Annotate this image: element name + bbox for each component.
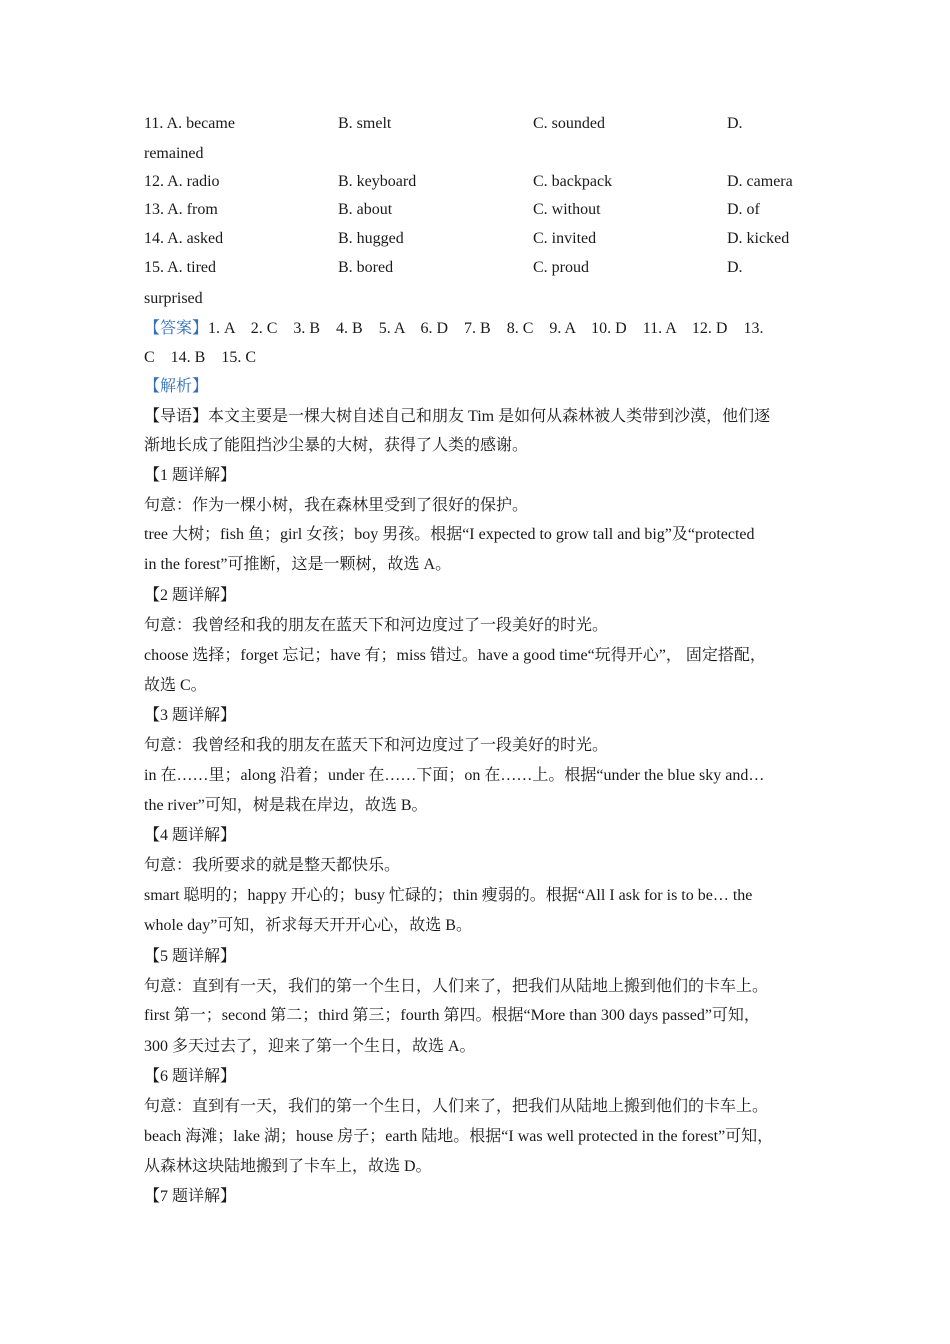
detail-line: whole day”可知，祈求每天开开心心，故选 B。: [144, 917, 472, 934]
option-d: D. kicked: [727, 230, 790, 247]
detail-line: the river”可知，树是栽在岸边，故选 B。: [144, 797, 428, 814]
answer-line-2: C 14. B 15. C: [144, 349, 257, 366]
option-d: D.: [727, 115, 743, 132]
option-d-wrap: surprised: [144, 290, 203, 307]
answer-label: 【答案】: [144, 320, 209, 337]
detail-line: smart 聪明的；happy 开心的；busy 忙碌的；thin 瘦弱的。根据“All I ask for is to be… the: [144, 887, 753, 904]
analysis-label: 【解析】: [144, 378, 209, 395]
detail-heading-3: 【3 题详解】: [144, 707, 237, 724]
detail-heading-2: 【2 题详解】: [144, 587, 237, 604]
option-b: B. keyboard: [338, 173, 417, 190]
option-c: C. invited: [533, 230, 597, 247]
detail-line: 句意：直到有一天，我们的第一个生日，人们来了，把我们从陆地上搬到他们的卡车上。: [144, 1098, 769, 1115]
detail-line: first 第一；second 第二；third 第三；fourth 第四。根据“More than 300 days passed”可知，: [144, 1007, 760, 1024]
question-12-options: [144, 173, 824, 195]
question-11-options: [144, 115, 824, 137]
option-a: 11. A. became: [144, 115, 235, 132]
option-c: C. proud: [533, 259, 589, 276]
detail-line: tree 大树；fish 鱼；girl 女孩；boy 男孩。根据“I expected to grow tall and big”及“protected: [144, 526, 755, 543]
option-a: 13. A. from: [144, 201, 218, 218]
detail-line: 句意：直到有一天，我们的第一个生日，人们来了，把我们从陆地上搬到他们的卡车上。: [144, 978, 769, 995]
detail-heading-4: 【4 题详解】: [144, 827, 237, 844]
question-14-options: [144, 230, 824, 252]
detail-line: choose 选择；forget 忘记；have 有；miss 错过。have a good time“玩得开心”， 固定搭配，: [144, 647, 766, 664]
question-13-options: [144, 201, 824, 223]
detail-heading-1: 【1 题详解】: [144, 467, 237, 484]
option-b: B. hugged: [338, 230, 404, 247]
detail-line: in 在……里；along 沿着；under 在……下面；on 在……上。根据“under the blue sky and…: [144, 767, 765, 784]
detail-heading-5: 【5 题详解】: [144, 948, 237, 965]
option-d-wrap: remained: [144, 145, 204, 162]
option-d: D.: [727, 259, 743, 276]
option-c: C. backpack: [533, 173, 613, 190]
option-c: C. sounded: [533, 115, 605, 132]
option-b: B. bored: [338, 259, 394, 276]
detail-line: 300 多天过去了，迎来了第一个生日，故选 A。: [144, 1038, 476, 1055]
intro-line-1: 【导语】本文主要是一棵大树自述自己和朋友 Tim 是如何从森林被人类带到沙漠，他们逐: [144, 408, 771, 425]
option-d: D. of: [727, 201, 760, 218]
answer-key: [144, 318, 763, 340]
detail-line: 从森林这块陆地搬到了卡车上，故选 D。: [144, 1158, 432, 1175]
detail-line: 句意：我曾经和我的朋友在蓝天下和河边度过了一段美好的时光。: [144, 617, 609, 634]
detail-heading-7: 【7 题详解】: [144, 1188, 237, 1205]
detail-line: 句意：作为一棵小树，我在森林里受到了很好的保护。: [144, 497, 529, 514]
detail-line: in the forest”可推断，这是一颗树，故选 A。: [144, 556, 452, 573]
detail-line: 句意：我所要求的就是整天都快乐。: [144, 857, 401, 874]
option-a: 15. A. tired: [144, 259, 216, 276]
option-b: B. smelt: [338, 115, 392, 132]
intro-line-2: 渐地长成了能阻挡沙尘暴的大树，获得了人类的感谢。: [144, 437, 529, 454]
option-b: B. about: [338, 201, 393, 218]
question-15-options: [144, 259, 824, 281]
detail-line: 故选 C。: [144, 677, 207, 694]
option-c: C. without: [533, 201, 601, 218]
option-a: 12. A. radio: [144, 173, 220, 190]
detail-heading-6: 【6 题详解】: [144, 1068, 237, 1085]
option-a: 14. A. asked: [144, 230, 224, 247]
detail-line: beach 海滩；lake 湖；house 房子；earth 陆地。根据“I was well protected in the forest”可知，: [144, 1128, 774, 1145]
answer-line-1: 1. A 2. C 3. B 4. B 5. A 6. D 7. B 8. C 9. A 10. D 11. A 12. D 13.: [208, 320, 764, 337]
detail-line: 句意：我曾经和我的朋友在蓝天下和河边度过了一段美好的时光。: [144, 737, 609, 754]
option-d: D. camera: [727, 173, 793, 190]
